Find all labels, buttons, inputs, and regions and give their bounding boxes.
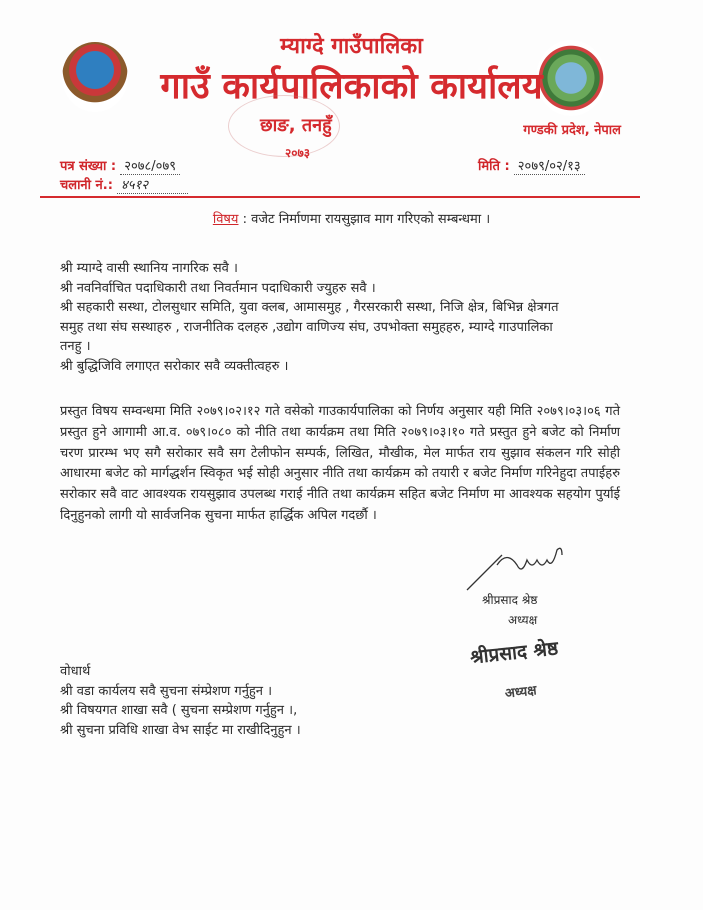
cc-item: श्री विषयगत शाखा सवै ( सुचना सम्प्रेशण गर्नुहुन ।, <box>60 703 298 718</box>
subject-label: विषय <box>212 212 239 227</box>
established-year: २०७३ <box>285 146 310 160</box>
name-stamp: श्रीप्रसाद श्रेष्ठ <box>469 637 560 669</box>
letter-number <box>60 156 180 174</box>
letterhead-divider <box>40 196 640 198</box>
dispatch-number <box>60 175 188 193</box>
subject-line <box>0 209 703 227</box>
date-label: मिति : <box>478 159 510 174</box>
addressee-item: श्री म्याग्दे वासी स्थानिय नागरिक सवै । <box>60 261 238 276</box>
cc-item: श्री सुचना प्रविधि शाखा वेभ साईट मा राखीदिनुहुन । <box>60 722 301 738</box>
addressee-item: समुह तथा संघ सस्थाहरु , राजनीतिक दलहरु ,उद्योग वाणिज्य संघ, उपभोक्ता समुहहरु, म्याग्दे गाउपालिका <box>60 319 553 335</box>
dispatch-number-label: चलानी नं.: <box>60 178 113 193</box>
title-stamp: अध्यक्ष <box>504 683 538 702</box>
addressee-item: तनहु । <box>60 339 91 354</box>
date-value: २०७९/०२/१३ <box>514 159 585 175</box>
province-label: गण्डकी प्रदेश, नेपाल <box>523 123 621 138</box>
dispatch-number-value: ४५१२ <box>117 178 188 194</box>
letter-number-value: २०७८/०७९ <box>120 159 180 175</box>
signatory-title: अध्यक्ष <box>508 613 538 627</box>
subject-text: : वजेट निर्माणमा रायसुझाव माग गरिएको सम्बन्धमा । <box>242 212 491 227</box>
signatory-name: श्रीप्रसाद श्रेष्ठ <box>482 593 538 607</box>
signature <box>462 545 582 593</box>
addressee-item: श्री नवनिर्वाचित पदाधिकारी तथा निवर्तमान पदाधिकारी ज्युहरु सवै । <box>60 280 376 296</box>
office-location: छाङ, तनहुँ <box>260 115 332 136</box>
cc-list <box>60 662 301 740</box>
addressee-item: श्री बुद्धिजिवि लगाएत सरोकार सवै व्यक्तीत्वहरु । <box>60 358 289 374</box>
letter-number-label: पत्र संख्या : <box>60 159 117 174</box>
body-paragraph: प्रस्तुत विषय सम्वन्धमा मिति २०७९।०२।१२ गते वसेको गाउकार्यपालिका को निर्णय अनुसार यही मिति २०७९।०३।०६ गते प्रस्तुत हुने आगामी आ.व. ०७९।०८० को नीति तथा कार्यक्रम तथा मिति २०७९।०३।१० गते प्रस्तुत हुने बजेट को निर्माण चरण प्रारम्भ भए सगै सरोकार सवै सग टेलीफोन सम्पर्क, लिखित, मौखीक, मेल मार्फत राय सुझाव संकलन गरि सोही आधारमा बजेट को मार्गद्धर्शन स्विकृत भई सोही अनुसार नीति तथा कार्यक्रम को तयारी र बजेट निर्माण गरिनेहुदा तपाईहरु सरोकार सवै वाट आवश्यक रायसुझाव उपलब्ध गराई नीति तथा कार्यक्रम सहित बजेट निर्माण मा आवश्यक सहयोग पुर्याई दिनुहुनको लागी यो सार्वजनिक सुचना मार्फत हार्द्धिक अपिल गदर्छौ । <box>60 404 620 523</box>
cc-label: वोधार्थ <box>60 664 91 679</box>
letter-date <box>478 156 585 174</box>
addressee-item: श्री सहकारी सस्था, टोलसुधार समिति, युवा क्लब, आमासमुह , गैरसरकारी सस्था, निजि क्षेत्र, बिभिन्न क्षेत्रगत <box>60 300 559 315</box>
municipality-name: म्याग्दे गाउँपालिका <box>280 34 423 59</box>
cc-item: श्री वडा कार्यलय सवै सुचना संम्प्रेशण गर्नुहुन । <box>60 683 273 699</box>
addressee-list <box>60 259 559 376</box>
office-title: गाउँ कार्यपालिकाको कार्यालय <box>160 66 543 107</box>
